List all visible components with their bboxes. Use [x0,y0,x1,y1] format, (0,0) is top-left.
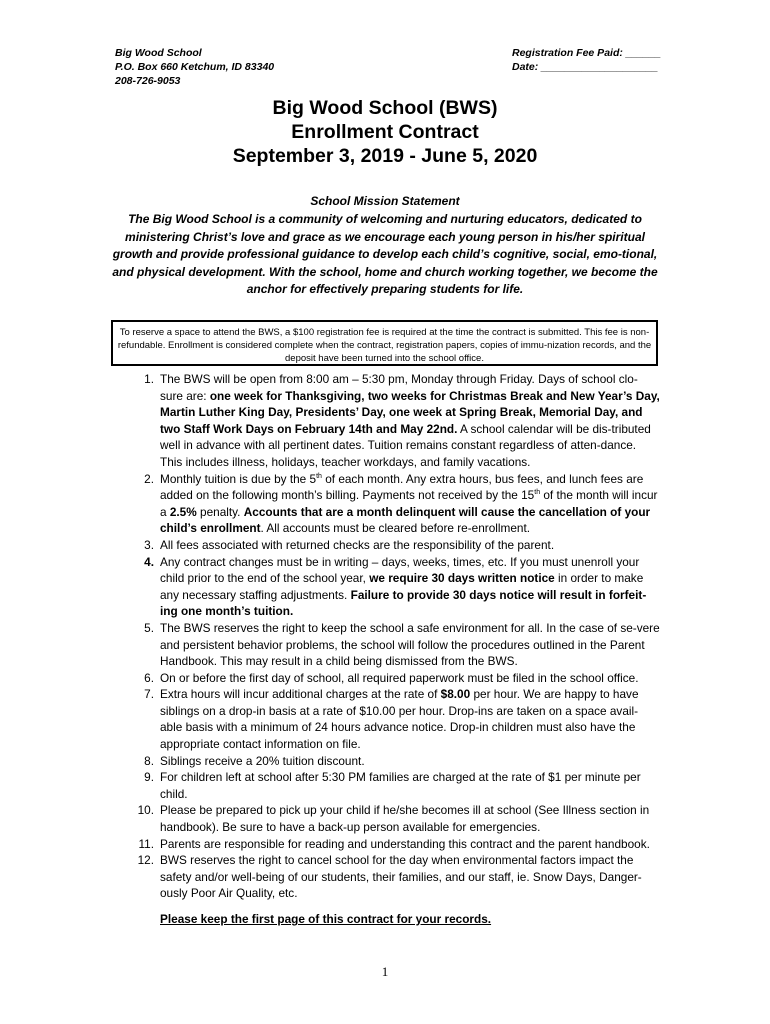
item-number: 9. [144,770,154,785]
school-contact-block [115,46,274,88]
item-number: 11. [138,836,154,851]
page-number: 1 [381,964,389,979]
item-number: 5. [144,620,154,635]
item-number: 2. [144,471,154,486]
list-item [130,554,660,620]
item-number: 10. [137,803,154,818]
school-phone: 208-726-9053 [115,75,181,87]
item-text: The BWS reserves the right to keep the school a safe environment for all. In the case of se-vere and persistent behavior problems, the school will follow the procedures outlined in the Parent Handbook. This may result in a child being dismissed from the BWS. [160,620,660,669]
document-title [0,96,770,168]
list-item [130,836,660,853]
item-text: All fees associated with returned checks are the responsibility of the parent. [160,537,555,552]
item-text: Any contract changes must be in writing – days, weeks, times, etc. If you must unenroll your child prior to the end of the school year, [160,554,640,586]
item-text: A school calendar will be dis-tributed well in advance with all pertinent dates. Tuition remains constant regardless of atten-dance. This includes illness, holidays, teacher workdays, and family vacations. [160,421,651,469]
item-text: of each month. Any extra hours, bus fees, and lunch fees are added on the following month’s billing. Payments not received by the 15 [160,471,644,503]
item-text-bold: one week for Thanksgiving, two weeks for Christmas Break and New Year’s Day, Martin Luther King Day, Presidents’ Day, one week at Spring Break, Memorial Day, and two Staff Work Days on February 14th and May 22nd. [160,388,660,436]
mission-statement: The Big Wood School is a community of welcoming and nurturing educators, dedicated to ministering Christ’s love and grace as we encourage each young person in his/her spiritual growth and provide professional guidance to develop each child’s cognitive, social, emo-tional, and physical development. With the school, home and church working together, we become the anchor for effectively preparing students for life. [112,212,658,296]
item-text: . All accounts must be cleared before re-enrollment. [260,521,531,536]
item-text: For children left at school after 5:30 PM families are charged at the rate of $1 per minute per child. [160,770,641,801]
item-text: Parents are responsible for reading and understanding this contract and the parent handbook. [160,836,650,851]
school-address: P.O. Box 660 Ketchum, ID 83340 [115,61,275,73]
list-item [130,371,660,471]
item-text: On or before the first day of school, all required paperwork must be filed in the school office. [160,670,639,685]
title-line-dates: September 3, 2019 - June 5, 2020 [232,145,538,167]
registration-notice-text: To reserve a space to attend the BWS, a $100 registration fee is required at the time the contract is submitted. This fee is non-refundable. Enrollment is considered complete when the contract, registration papers, copies of immu-nization records, and the deposit have been turned into the school office. [117,327,652,364]
item-text: penalty. [196,504,244,519]
list-item [130,670,660,687]
title-line-contract: Enrollment Contract [291,121,479,143]
title-line-school: Big Wood School (BWS) [272,97,498,119]
superscript: th [316,472,322,480]
item-number: 4. [144,554,154,569]
list-item [130,852,660,902]
item-text: Extra hours will incur additional charges at the rate of [160,687,441,702]
superscript: th [534,489,541,497]
item-text: Siblings receive a 20% tuition discount. [160,753,365,768]
item-text-bold: $8.00 [440,687,471,702]
item-text: per hour. We are happy to have siblings on a drop-in basis at a rate of $10.00 per hour. Drop-ins are taken on a space avail-able basis with a minimum of 24 hours advance notice. Drop-in children must also have the appropriate contact information on file. [160,687,639,752]
list-item [130,769,660,802]
list-item [130,620,660,670]
list-item [130,753,660,770]
contract-terms-list [130,371,660,902]
date-field: Date: ____________________ [512,61,658,73]
item-text: The BWS will be open from 8:00 am – 5:30 pm, Monday through Friday. Days of school clo-sure are: [160,372,638,403]
list-item [130,537,660,554]
list-item [130,686,660,752]
item-number: 6. [144,670,154,685]
item-number: 1. [144,372,154,386]
item-text: Please be prepared to pick up your child if he/she becomes ill at school (See Illness section in handbook). Be sure to have a back-up person available for emergencies. [160,803,650,835]
item-text-bold: we require 30 days written notice [369,571,555,586]
item-number: 7. [144,687,154,702]
keep-records-note: Please keep the first page of this contract for your records. [160,912,492,926]
item-text-bold: Accounts that are a month delinquent will cause the cancellation of your child’s enrollment [160,504,651,536]
list-item [130,802,660,835]
list-item [130,471,660,537]
item-text-bold: Failure to provide 30 days notice will result in forfeit-ing one month’s tuition. [160,587,647,619]
item-text: BWS reserves the right to cancel school for the day when environmental factors impact the safety and/or well-being of our students, their families, and our staff, ie. Snow Days, Danger-ously Poor Air Quality, etc. [160,853,642,901]
school-name: Big Wood School [115,47,202,59]
item-text-bold: 2.5% [169,504,197,519]
item-text: of the month will incur a [160,488,658,519]
item-text: in order to make any necessary staffing adjustments. [160,571,644,602]
item-number: 3. [144,537,154,552]
office-use-block [512,46,661,74]
mission-heading: School Mission Statement [310,194,460,208]
item-number: 12. [137,853,154,868]
registration-notice-box [111,320,658,366]
item-number: 8. [144,753,154,768]
item-text: Monthly tuition is due by the 5 [160,471,317,486]
registration-fee-paid-field: Registration Fee Paid: ______ [512,47,661,59]
